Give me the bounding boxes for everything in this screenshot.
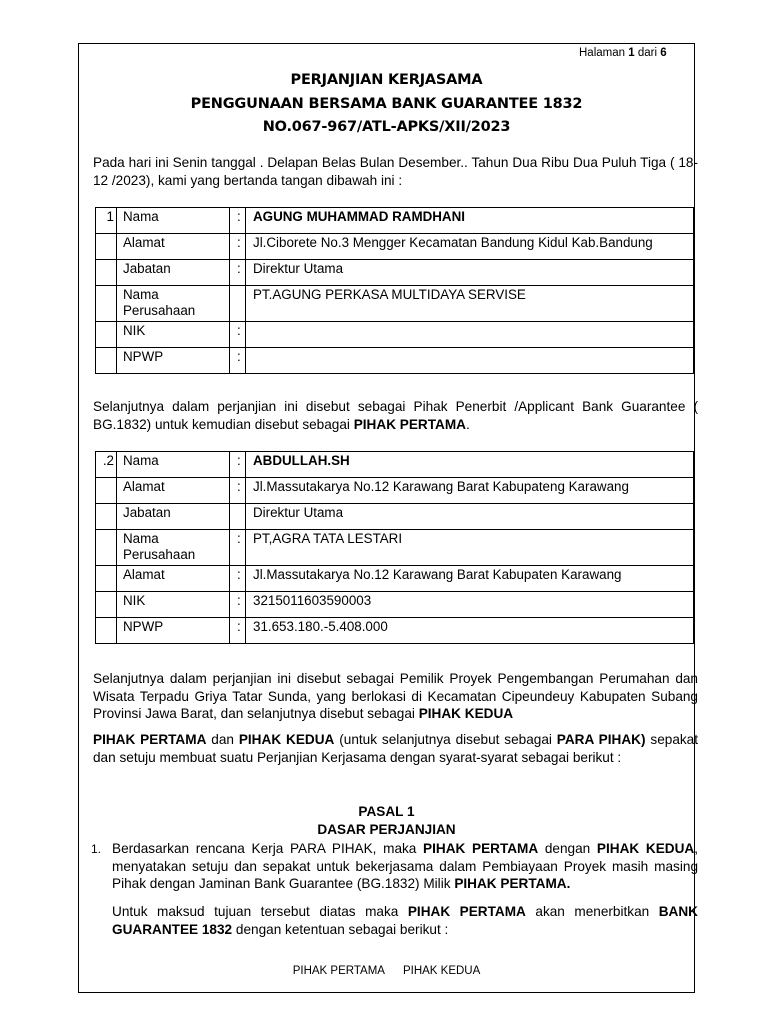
intro-paragraph: Pada hari ini Senin tanggal . Delapan Belas Bulan Desember.. Tahun Dua Ribu Dua Puluh Tiga ( 18-12 /2023), kami yang bertanda tangan dibawah ini : [93, 155, 698, 188]
table-row: Alamat : Jl.Massutakarya No.12 Karawang Barat Kabupateng Karawang [96, 478, 694, 504]
table-row: .2 Nama : ABDULLAH.SH [96, 452, 694, 478]
party2-table [95, 451, 694, 644]
document-subtitle: PENGGUNAAN BERSAMA BANK GUARANTEE 1832 [190, 96, 583, 112]
footer-first-party: PIHAK PERTAMA [292, 965, 385, 977]
party1-designation: Selanjutnya dalam perjanjian ini disebut sebagai Pihak Penerbit /Applicant Bank Guarantee ( BG.1832) untuk kemudian disebut sebagai PIHAK PERTAMA. [93, 399, 698, 432]
table-row: NPWP : [96, 348, 694, 374]
table-row: Nama Perusahaan PT.AGUNG PERKASA MULTIDAYA SERVISE [96, 286, 694, 322]
pasal-subheading: DASAR PERJANJIAN [317, 822, 456, 837]
pasal-heading: PASAL 1 [358, 804, 415, 819]
party2-designation: Selanjutnya dalam perjanjian ini disebut sebagai Pemilik Proyek Pengembangan Perumahan dan Wisata Terpadu Griya Tatar Sunda, yang berlokasi di Kecamatan Cipeundeuy Kabupaten Subang Provinsi Jawa Barat, dan selanjutnya disebut sebagai PIHAK KEDUA [93, 671, 698, 722]
table-row: Alamat : Jl.Massutakarya No.12 Karawang Barat Kabupaten Karawang [96, 566, 694, 592]
table-row: Nama Perusahaan : PT,AGRA TATA LESTARI [96, 530, 694, 566]
party-number: .2 [96, 452, 117, 478]
table-row: Jabatan Direktur Utama [96, 504, 694, 530]
clause1b-text: Untuk maksud tujuan tersebut diatas maka PIHAK PERTAMA akan menerbitkan BANK GUARANTEE 1832 dengan ketentuan sebagai berikut : [112, 904, 698, 937]
table-row: Jabatan : Direktur Utama [96, 260, 694, 286]
table-row: NIK : 3215011603590003 [96, 592, 694, 618]
document-number: NO.067-967/ATL-APKS/XII/2023 [262, 119, 511, 135]
party1-table [95, 207, 694, 374]
party1-name: AGUNG MUHAMMAD RAMDHANI [246, 208, 694, 234]
party-number: 1 [96, 208, 117, 234]
clause1-text: Berdasarkan rencana Kerja PARA PIHAK, maka PIHAK PERTAMA dengan PIHAK KEDUA, menyatakan setuju dan sepakat untuk bekerjasama dalam Pembiayaan Proyek masih masing Pihak dengan Jaminan Bank Guarantee (BG.1832) Milik PIHAK PERTAMA. [112, 841, 698, 892]
document-title: PERJANJIAN KERJASAMA [290, 72, 483, 88]
table-row: Alamat : Jl.Ciborete No.3 Mengger Kecamatan Bandung Kidul Kab.Bandung [96, 234, 694, 260]
table-row: NPWP : 31.653.180.-5.408.000 [96, 618, 694, 644]
page-number: Halaman 1 dari 6 [579, 47, 667, 59]
footer-second-party: PIHAK KEDUA [402, 965, 481, 977]
party2-name: ABDULLAH.SH [246, 452, 694, 478]
agreement-paragraph: PIHAK PERTAMA dan PIHAK KEDUA (untuk selanjutnya disebut sebagai PARA PIHAK) sepakat dan setuju membuat suatu Perjanjian Kerjasama dengan syarat-syarat sebagai berikut : [93, 732, 699, 765]
signature-footer [78, 965, 695, 977]
clause-number: 1. [91, 842, 102, 856]
table-row: 1 Nama : AGUNG MUHAMMAD RAMDHANI [96, 208, 694, 234]
table-row: NIK : [96, 322, 694, 348]
